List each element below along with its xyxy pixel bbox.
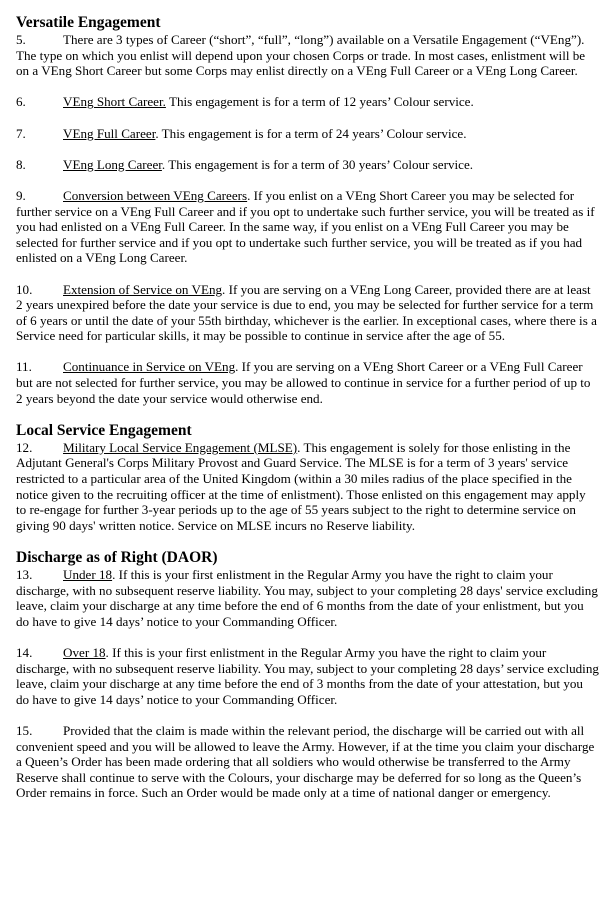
paragraph-8	[16, 157, 599, 173]
paragraph-text: . If you enlist on a VEng Short Career you may be selected for further service on a VEng Full Career and if you opt to undertake such further service, you will be treated as if you had enlisted on a VEng Full Career. In the same way, if you enlist on a VEng Full Career you may be selected for further service and if you opt to undertake such further service, you will be treated as if you had enlisted on a VEng Long Career.	[16, 187, 595, 266]
paragraph-title: Military Local Service Engagement (MLSE)	[63, 439, 298, 455]
paragraph-text: . This engagement is for a term of 24 years’ Colour service.	[155, 125, 467, 141]
section-heading-discharge-as-of-right: Discharge as of Right (DAOR)	[16, 549, 218, 566]
paragraph-5	[16, 32, 599, 79]
paragraph-7	[16, 126, 599, 142]
paragraph-title: Conversion between VEng Careers	[63, 187, 248, 203]
paragraph-text: . If this is your first enlistment in the Regular Army you have the right to claim your discharge, with no subsequent reserve liability. You may, subject to your completing 28 days’ service excluding leave, claim your discharge at any time before the end of 3 months from the date of your attestation, but you do have to give 14 days’ notice to your Commanding Officer.	[16, 644, 599, 707]
paragraph-number: 10.	[16, 281, 33, 297]
paragraph-text: . If you are serving on a VEng Short Career or a VEng Full Career but are not selected for further service, you may be allowed to continue in service for a further period of up to 2 years beyond the date your service would otherwise end.	[16, 359, 591, 406]
paragraph-10	[16, 282, 599, 344]
paragraph-number: 15.	[16, 722, 33, 738]
paragraph-number: 7.	[16, 125, 26, 141]
paragraph-number: 12.	[16, 439, 33, 455]
paragraph-6	[16, 94, 599, 110]
paragraph-number: 14.	[16, 644, 33, 660]
paragraph-number: 13.	[16, 567, 33, 582]
paragraph-14	[16, 645, 599, 707]
paragraph-number: 6.	[16, 94, 26, 110]
paragraph-number: 5.	[16, 32, 26, 47]
paragraph-number: 8.	[16, 156, 26, 172]
paragraph-title: VEng Full Career	[63, 125, 156, 141]
paragraph-text: . If you are serving on a VEng Long Career, provided there are at least 2 years unexpired before the date your service is due to end, you may be selected for further service for a term of 6 years or until the date of your 55th birthday, whichever is the earlier. In exceptional cases, where there is a Service need for particular skills, it may be possible to continue in service after the age of 55.	[16, 281, 597, 344]
paragraph-title: Extension of Service on VEng	[63, 281, 223, 297]
paragraph-9	[16, 188, 599, 266]
paragraph-number: 11.	[16, 359, 32, 375]
paragraph-number: 9.	[16, 187, 26, 203]
paragraph-13	[16, 567, 599, 629]
paragraph-title: VEng Short Career.	[63, 94, 166, 110]
paragraph-text: . This engagement is for a term of 30 years’ Colour service.	[161, 156, 474, 172]
paragraph-title: Continuance in Service on VEng	[63, 359, 236, 375]
paragraph-text: . If this is your first enlistment in the Regular Army you have the right to claim your discharge, with no subsequent reserve liability. You may, subject to your completing 28 days' service excluding leave, claim your discharge at any time before the end of 6 months from the date of your enlistment, but you do have to give 14 days’ notice to your Commanding Officer.	[16, 567, 598, 629]
paragraph-12	[16, 440, 599, 534]
paragraph-text: . This engagement is solely for those enlisting in the Adjutant General's Corps Military Provost and Guard Service. The MLSE is for a term of 3 years' service restricted to a particular area of the United Kingdom (within a 30 miles radius of the place specified in the notice given to the recruiting officer at the time of enlistment). Those enlisted on this engagement may apply to re-engage for further 3-year periods up to the age of 55 years subject to the right to determine service on giving 90 days' written notice. Service on MLSE incurs no Reserve liability.	[16, 439, 586, 533]
paragraph-text: Provided that the claim is made within the relevant period, the discharge will be carried out with all convenient speed and you will be allowed to leave the Army. However, if at the time you claim your discharge a Queen’s Order has been made ordering that all soldiers who would otherwise be transferred to the Army Reserve shall continue to serve with the Colours, your discharge may be deferred for so long as the Queen’s Order remains in force. Such an Order would be made only at a time of national danger or emergency.	[16, 722, 595, 801]
paragraph-title: VEng Long Career	[63, 156, 162, 172]
paragraph-title: Under 18	[63, 567, 113, 582]
paragraph-11	[16, 359, 599, 406]
paragraph-title: Over 18	[63, 644, 106, 660]
paragraph-text: There are 3 types of Career (“short”, “full”, “long”) available on a Versatile Engagement (“VEng”). The type on which you enlist will depend upon your chosen Corps or trade. In most cases, enlistment will be on a VEng Short Career but some Corps may enlist directly on a VEng Full Career or a VEng Long Career.	[16, 32, 586, 79]
paragraph-15	[16, 723, 599, 801]
paragraph-text: This engagement is for a term of 12 years’ Colour service.	[165, 94, 474, 110]
section-heading-versatile-engagement: Versatile Engagement	[16, 14, 161, 31]
section-heading-local-service-engagement: Local Service Engagement	[16, 421, 192, 439]
